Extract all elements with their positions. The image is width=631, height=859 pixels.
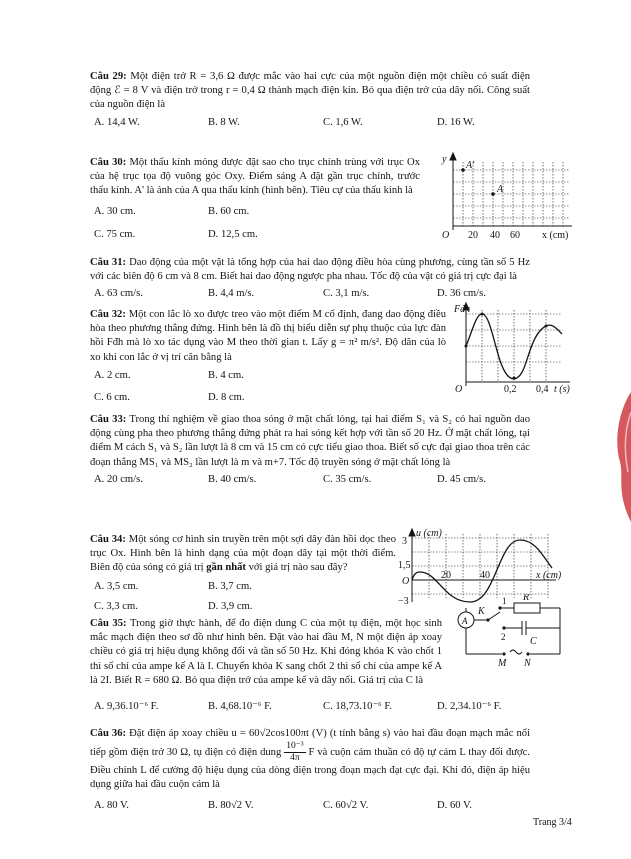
question-text: Trong thí nghiệm về giao thoa sóng ở mặt chất lỏng, tại hai điểm S₁ và S₂ có hai nguồn dao động cùng pha theo phương thẳng đứng phát ra hai sóng kết hợp với tần số 20 Hz. Ở mặt chất lỏng, tại điểm M cách S₁ và S₂ lần lượt là 8 cm và 15 cm có cực tiểu giao thoa. Biết số cực đại giao thoa trên các đoạn thẳng MS₁ và MS₂ lần lượt là m và m+7. Tốc độ truyền sóng ở mặt chất lỏng là: [90, 414, 530, 468]
option-a: A. 14,4 W.: [94, 116, 140, 128]
question-text: Dao động của một vật là tổng hợp của hai dao động điều hòa cùng phương, cùng tần số 5 Hz với các biên độ 6 cm và 8 cm. Biết hai dao động ngược pha nhau. Tốc độ của vật có giá trị cực đại là: [90, 257, 531, 283]
a-label: A: [497, 184, 504, 195]
question-number: Câu 30:: [90, 157, 127, 168]
switch-label: K: [478, 606, 485, 617]
option-d: D. 8 cm.: [208, 391, 245, 403]
tick-20: 20: [468, 230, 478, 241]
question-31: [90, 256, 530, 302]
y-axis-label: Fđh: [454, 304, 471, 315]
option-b: B. 40 cm/s.: [208, 473, 257, 485]
a-prime-label: A': [466, 160, 475, 171]
origin-label: O: [402, 576, 410, 587]
capacitor-label: C: [530, 636, 537, 647]
question-number: Câu 31:: [90, 257, 127, 268]
question-33: [90, 413, 530, 488]
lens-coordinate-figure: [438, 150, 578, 242]
option-a: A. 9,36.10⁻⁶ F.: [94, 701, 159, 712]
question-number: Câu 35:: [90, 618, 127, 629]
option-d: D. 12,5 cm.: [208, 228, 258, 240]
question-text: Một con lắc lò xo được treo vào một điểm M cố định, đang dao động điều hòa theo phương thẳng đứng. Hình bên là đồ thị biểu diễn sự phụ thuộc của lực đàn hồi Fđh mà lò xo tác dụng vào M theo thời gian t. Lấy g = π² m/s². Độ dãn của lò xo khi con lắc ở vị trí cân bằng là: [90, 309, 447, 363]
terminal-m-label: M: [498, 658, 507, 669]
option-c: C. 3,1 m/s.: [323, 288, 370, 300]
question-36: [90, 727, 530, 814]
option-a: A. 30 cm.: [94, 205, 136, 217]
question-32: [90, 308, 446, 406]
fraction-denominator: 4π: [290, 753, 300, 764]
seal-stamp-fragment: [610, 392, 631, 522]
question-text-start: Một sóng cơ hình sin truyền trên một sợi dây đàn hồi dọc theo trục Ox. Hình bên là hình dạng của một đoạn dây tại một thời điểm. Biên độ của sóng có giá trị: [90, 534, 397, 574]
pin-1-label: 1: [502, 596, 507, 606]
point-a: [491, 192, 495, 196]
y-tick-1-5: 1,5: [398, 560, 411, 571]
option-d: D. 36 cm/s.: [437, 288, 486, 300]
answer-options-row2: [90, 228, 420, 243]
option-b: B. 4,4 m/s.: [208, 288, 255, 300]
question-number: Câu 33:: [90, 414, 127, 425]
option-a: A. 63 cm/s.: [94, 288, 143, 300]
question-text: Trong giờ thực hành, để đo điện dung C của một tụ điện, một học sinh mắc mạch điện theo sơ đồ như hình bên. Đặt vào hai đầu M, N một điện áp xoay chiều có giá trị hiệu dụng không đổi và tần số 50 Hz. Khi đóng khóa K vào chốt 1 thì số chỉ của ampe kế A là I. Chuyển khóa K sang chốt 2 thì số chỉ của ampe kế A là 2I. Biết R = 680 Ω. Bỏ qua điện trở của ampe kế và dây nối. Giá trị của C là: [90, 618, 442, 686]
y-tick-3: 3: [402, 536, 407, 547]
answer-options-row1: [90, 369, 446, 384]
tick-40: 40: [490, 230, 500, 241]
spring-force-graph: [452, 302, 582, 394]
question-34: [90, 533, 396, 615]
question-number: Câu 29:: [90, 71, 127, 82]
question-text-end: F và cuộn cảm thuần có độ tự cảm L thay đổi được. Điều chỉnh L để cường độ hiệu dụng của dòng điện trong đoạn mạch đạt cực đại. Khi đó, điện áp hiệu dụng giữa hai đầu cuộn cảm là: [90, 747, 530, 791]
x-axis-label: x (cm): [536, 570, 562, 581]
origin-label: O: [455, 384, 463, 394]
x-axis-label: t (s): [554, 384, 570, 394]
x-tick-20: 20: [441, 570, 451, 581]
option-c: C. 18,73.10⁻⁶ F.: [323, 701, 393, 712]
option-b: B. 4,68.10⁻⁶ F.: [208, 701, 272, 712]
page-number: Trang 3/4: [533, 817, 572, 828]
option-b: B. 4 cm.: [208, 369, 244, 381]
option-a: A. 2 cm.: [94, 369, 131, 381]
answer-options-row2: [90, 391, 446, 406]
ammeter-label: A: [462, 616, 468, 626]
question-emphasis: gần nhất: [206, 562, 246, 574]
terminal-n-label: N: [524, 658, 531, 669]
option-a: A. 80 V.: [94, 799, 129, 811]
option-b: B. 3,7 cm.: [208, 580, 252, 592]
question-text-end: với giá trị nào sau đây?: [245, 562, 348, 574]
option-a: A. 20 cm/s.: [94, 473, 143, 485]
y-axis-label: y: [442, 154, 447, 165]
question-text: Một thấu kính mỏng được đặt sao cho trục chính trùng với trục Ox của hệ trục tọa độ vuông góc Oxy. Điểm sáng A đặt gần trục chính, trước thấu kính. A' là ảnh của A qua thấu kính (hình bên). Tiêu cự của thấu kính là: [90, 157, 420, 197]
question-35-options: [90, 700, 530, 715]
resistor-label: R: [523, 594, 530, 603]
capacitance-fraction: [284, 741, 305, 764]
question-29: [90, 70, 530, 131]
option-c: C. 3,3 cm.: [94, 600, 138, 612]
question-30: [90, 156, 420, 243]
option-d: D. 45 cm/s.: [437, 473, 486, 485]
option-c: C. 6 cm.: [94, 391, 130, 403]
answer-options: [90, 700, 530, 715]
option-b: B. 60 cm.: [208, 205, 250, 217]
option-d: D. 2,34.10⁻⁶ F.: [437, 701, 502, 712]
answer-options-row1: [90, 580, 396, 595]
question-number: Câu 36:: [90, 728, 127, 739]
origin-label: O: [442, 230, 450, 241]
point-a-prime: [461, 168, 465, 172]
option-b: B. 80√2 V.: [208, 799, 254, 811]
question-text-start: Đặt điện áp xoay chiều u = 60√2cos100πt (V) (t tính bằng s) vào hai đầu đoạn mạch mắc nối tiếp gồm điện trở 30 Ω, tụ điện có điện dung: [90, 728, 531, 759]
pin-2-label: 2: [501, 632, 506, 642]
answer-options: [90, 287, 530, 302]
tick-60: 60: [510, 230, 520, 241]
answer-options: [90, 799, 530, 814]
option-c: C. 35 cm/s.: [323, 473, 372, 485]
answer-options: [90, 116, 530, 131]
tick-0-4: 0,4: [536, 384, 549, 394]
question-number: Câu 32:: [90, 309, 126, 320]
y-axis-label: u (cm): [416, 528, 442, 539]
answer-options-row1: [90, 205, 420, 220]
answer-options: [90, 473, 530, 488]
option-c: C. 1,6 W.: [323, 116, 363, 128]
tick-0-2: 0,2: [504, 384, 517, 394]
option-b: B. 8 W.: [208, 116, 240, 128]
fraction-numerator: 10⁻³: [286, 741, 304, 752]
option-d: D. 16 W.: [437, 116, 475, 128]
x-tick-40: 40: [480, 570, 490, 581]
option-a: A. 3,5 cm.: [94, 580, 139, 592]
option-c: C. 60√2 V.: [323, 799, 369, 811]
question-number: Câu 34:: [90, 534, 126, 545]
option-d: D. 3,9 cm.: [208, 600, 253, 612]
question-text: Một điện trở R = 3,6 Ω được mắc vào hai cực của một nguồn điện một chiều có suất điện động ℰ = 8 V và điện trở trong r = 0,4 Ω thành mạch điện kín. Bỏ qua điện trở của dây nối. Công suất của nguồn điện là: [90, 71, 530, 111]
x-axis-label: x (cm): [542, 230, 569, 241]
y-tick-minus-3: −3: [398, 596, 409, 607]
answer-options-row2: [90, 600, 396, 615]
question-35: [90, 617, 442, 688]
option-d: D. 60 V.: [437, 799, 472, 811]
option-c: C. 75 cm.: [94, 228, 136, 240]
circuit-diagram: [452, 594, 582, 670]
